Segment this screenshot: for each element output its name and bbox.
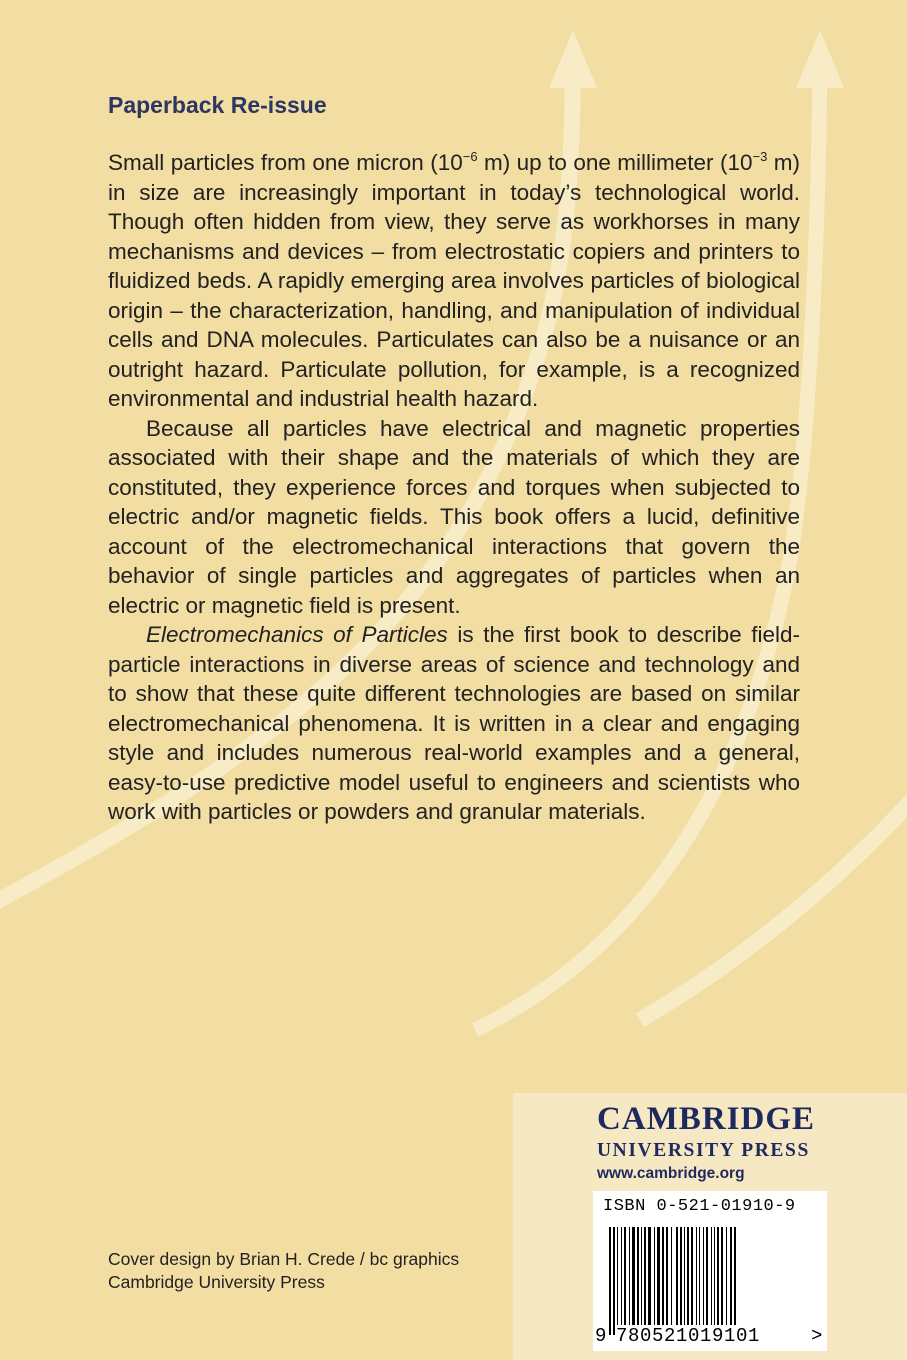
barcode-bar: [641, 1227, 642, 1325]
barcode-bar: [648, 1227, 651, 1325]
barcode-bar: [624, 1227, 626, 1325]
barcode-bar: [632, 1227, 635, 1325]
cover-credits: [108, 1248, 459, 1293]
barcode-bar: [637, 1227, 639, 1325]
barcode-bar: [726, 1227, 727, 1325]
barcode-bar: [734, 1227, 736, 1335]
publisher-url: www.cambridge.org: [597, 1165, 745, 1182]
barcode-digits: 780521019101: [616, 1325, 761, 1347]
isbn-number: ISBN 0-521-01910-9: [603, 1197, 796, 1216]
barcode-bar: [617, 1227, 618, 1325]
barcode-bar: [696, 1227, 697, 1325]
barcode-bar: [662, 1227, 664, 1325]
publisher-box: [513, 1093, 907, 1360]
barcode-bar: [621, 1227, 622, 1325]
page-heading: Paperback Re-issue: [108, 92, 327, 118]
credit-line-publisher: Cambridge University Press: [108, 1271, 325, 1292]
barcode-bar: [703, 1227, 704, 1325]
arrowhead-middle-icon: [796, 30, 844, 88]
credit-line-designer: Cover design by Brian H. Crede / bc graphics: [108, 1249, 460, 1269]
barcode-panel: [593, 1191, 827, 1351]
publisher-logo-subtitle: UNIVERSITY PRESS: [597, 1140, 810, 1161]
barcode-bar: [657, 1227, 660, 1325]
barcode-bar: [613, 1227, 615, 1335]
barcode-bar: [717, 1227, 719, 1325]
barcode-bar: [680, 1227, 682, 1335]
barcode-first-digit: 9: [595, 1325, 607, 1347]
barcode-bar: [666, 1227, 668, 1325]
barcode-bar: [714, 1227, 715, 1325]
barcode-bar: [730, 1227, 732, 1335]
barcode-bar: [706, 1227, 708, 1325]
barcode-bar: [644, 1227, 646, 1325]
barcode-bar: [671, 1227, 672, 1325]
barcode-bar: [687, 1227, 689, 1325]
description-paragraph-3: Electromechanics of Particles is the first book to describe field-particle interactions in diverse areas of science and technology and to show that these quite different technologies are based on similar electromechanical phenomena. It is written in a clear and engaging style and includes numerous real-world examples and a general, easy-to-use predictive model useful to engineers and scientists who work with particles or powders and granular materials.: [108, 622, 800, 824]
barcode-bar: [699, 1227, 700, 1325]
barcode-bar: [711, 1227, 712, 1325]
barcode-bar: [654, 1227, 655, 1325]
arrowhead-left-icon: [549, 30, 597, 88]
barcode-bar: [629, 1227, 630, 1325]
book-title: Electromechanics of Particles: [146, 622, 448, 647]
barcode-bar: [676, 1227, 678, 1335]
barcode-arrow: >: [811, 1325, 823, 1347]
description-paragraph-1: Small particles from one micron ($10^{-6}$ m) up to one millimeter ($10^{-3}$ m) in size are increasingly important in today’s technological world. Though often hidden from view, they serve as workhorses in many mechanisms and devices – from electrostatic copiers and printers to fluidized beds. A rapidly emerging area involves particles of biological origin – the characterization, handling, and manipulation of individual cells and DNA molecules. Particulates can also be a nuisance or an outright hazard. Particulate pollution, for example, is a recognized environmental and industrial health hazard.: [108, 149, 800, 411]
description-text: [108, 148, 800, 827]
barcode-bar: [684, 1227, 685, 1325]
description-paragraph-2: Because all particles have electrical and magnetic properties associated with their shape and the materials of which they are constituted, they experience forces and torques when subjected to electric and/or magnetic fields. This book offers a lucid, definitive account of the electromechanical interactions that govern the behavior of single particles and aggregates of particles when an electric or magnetic field is present.: [108, 415, 800, 618]
publisher-logo-name: CAMBRIDGE: [597, 1101, 816, 1137]
barcode-bar: [721, 1227, 723, 1325]
barcode-bar: [691, 1227, 693, 1325]
barcode-bar: [609, 1227, 611, 1335]
